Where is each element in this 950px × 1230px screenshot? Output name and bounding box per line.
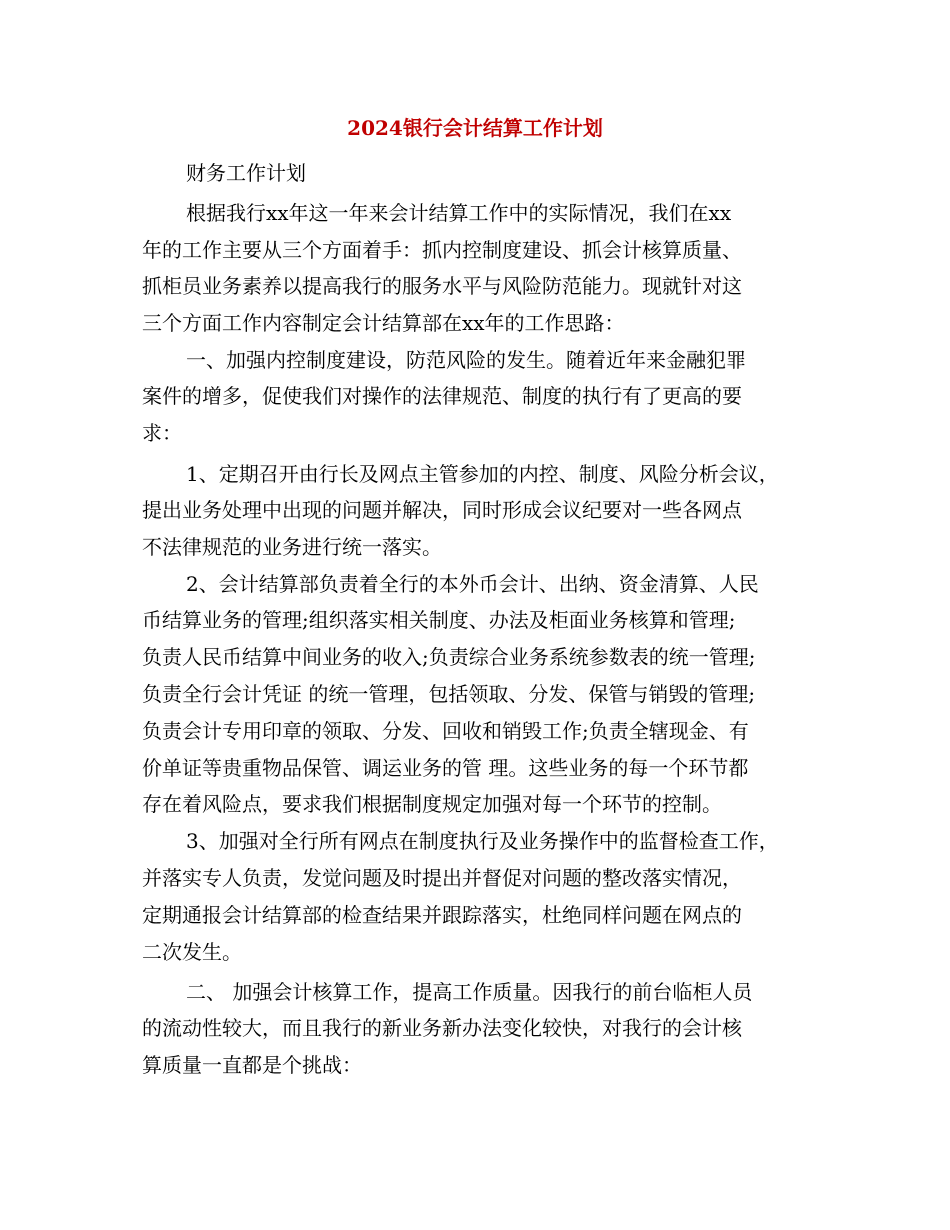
paragraph-line: 负责会计专用印章的领取、分发、回收和销毁工作;负责全辖现金、有 (142, 719, 749, 743)
paragraph-line: 1、定期召开由行长及网点主管参加的内控、制度、风险分析会议， (186, 462, 779, 486)
paragraph-line: 不法律规范的业务进行统一落实。 (142, 535, 442, 559)
paragraph-line: 并落实专人负责，发觉问题及时提出并督促对问题的整改落实情况， (142, 866, 742, 890)
paragraph-line: 2、会计结算部负责着全行的本外币会计、出纳、资金清算、人民 (186, 572, 759, 596)
paragraph-line: 存在着风险点，要求我们根据制度规定加强对每一个环节的控制。 (142, 792, 722, 816)
paragraph-line: 3、加强对全行所有网点在制度执行及业务操作中的监督检查工作， (186, 829, 779, 853)
paragraph-line: 三个方面工作内容制定会计结算部在xx年的工作思路： (142, 311, 625, 335)
paragraph-line: 价单证等贵重物品保管、调运业务的管 理。这些业务的每一个环节都 (142, 756, 749, 780)
paragraph-line: 定期通报会计结算部的检查结果并跟踪落实，杜绝同样问题在网点的 (142, 903, 742, 927)
paragraph-line: 二、 加强会计核算工作，提高工作质量。因我行的前台临柜人员 (186, 980, 753, 1004)
paragraph-line: 求： (142, 421, 182, 445)
paragraph-line: 根据我行xx年这一年来会计结算工作中的实际情况，我们在xx (186, 201, 732, 225)
paragraph-line: 二次发生。 (142, 940, 242, 964)
paragraph-line: 案件的增多，促使我们对操作的法律规范、制度的执行有了更高的要 (142, 384, 742, 408)
paragraph-line: 一、加强内控制度建设，防范风险的发生。随着近年来金融犯罪 (186, 348, 746, 372)
paragraph-line: 负责全行会计凭证 的统一管理，包括领取、分发、保管与销毁的管理; (142, 682, 756, 706)
paragraph-line: 算质量一直都是个挑战： (142, 1053, 362, 1077)
document-title: 2024银行会计结算工作计划 (347, 116, 603, 140)
paragraph-line: 提出业务处理中出现的问题并解决，同时形成会议纪要对一些各网点 (142, 498, 742, 522)
paragraph-line: 财务工作计划 (186, 161, 306, 185)
paragraph-line: 负责人民币结算中间业务的收入;负责综合业务系统参数表的统一管理; (142, 645, 756, 669)
paragraph-line: 抓柜员业务素养以提高我行的服务水平与风险防范能力。现就针对这 (142, 274, 742, 298)
paragraph-line: 年的工作主要从三个方面着手：抓内控制度建设、抓会计核算质量、 (142, 238, 742, 262)
paragraph-line: 币结算业务的管理;组织落实相关制度、办法及柜面业务核算和管理; (142, 608, 736, 632)
paragraph-line: 的流动性较大，而且我行的新业务新办法变化较快，对我行的会计核 (142, 1016, 742, 1040)
